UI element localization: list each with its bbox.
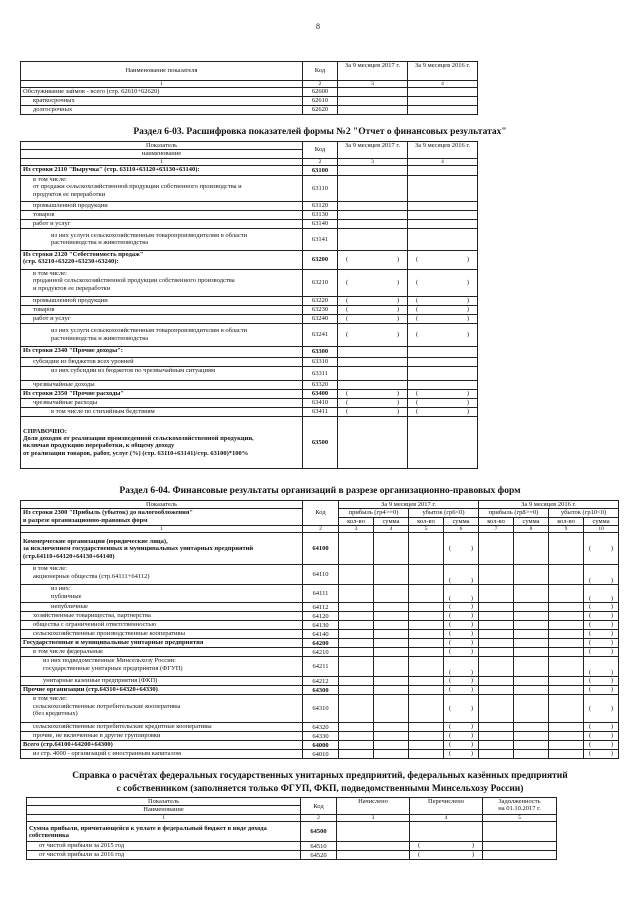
bracket: ): [610, 603, 614, 611]
column-numbers: 1 2 3 4 5 6 7 8 9 10: [21, 526, 619, 533]
bracket: ): [396, 305, 399, 313]
bracket: ): [610, 594, 614, 602]
table-row: прочие, не включенные в другие группировки 64330 ( ) ( ): [21, 732, 619, 741]
table-row: из стр. 4000 - организаций с иностранным капиталом 64010 ( ) ( ): [21, 750, 619, 759]
bracket: ): [610, 705, 614, 713]
table-row: из них: публичные 64111 ( ) ( ): [21, 585, 619, 603]
bracket: ): [610, 639, 614, 647]
bracket: (: [589, 621, 592, 629]
table-row: Из строки 2120 "Себестоимость продаж" (стр. 63210+63220+63230+63240): 63200 ( ) ( ): [21, 250, 478, 269]
table-row: Всего (стр.64100+64200+64300) 64000 ( ) ( ): [21, 741, 619, 750]
bracket: ): [470, 723, 474, 731]
bracket: (: [416, 305, 419, 313]
bracket: ): [396, 314, 399, 322]
table-row: промышленной продукции 63120: [21, 201, 478, 210]
header-name: Наименование показателя: [21, 62, 303, 81]
bracket: ): [610, 741, 614, 749]
bracket: ): [610, 732, 614, 740]
bracket: ): [470, 612, 474, 620]
table-row: чрезвычайные расходы 63410 ( ) ( ): [21, 398, 478, 407]
table-row: краткосрочных 62610: [21, 97, 478, 106]
bracket: (: [449, 723, 452, 731]
bracket: (: [449, 668, 452, 676]
bracket: ): [396, 407, 399, 415]
table-row: Государственные и муниципальные унитарные предприятия 64200 ( ) ( ): [21, 639, 619, 648]
table-row: субсидии из бюджетов всех уровней 63310: [21, 357, 478, 366]
bracket: (: [449, 686, 452, 694]
header-code: Код: [303, 501, 339, 526]
header-accrued: Начислено: [337, 798, 410, 815]
bracket: ): [470, 576, 474, 584]
bracket: ): [470, 750, 474, 758]
header-name: Наименование: [27, 806, 301, 815]
bracket: (: [589, 576, 592, 584]
bracket: (: [589, 741, 592, 749]
bracket: (: [416, 398, 419, 406]
bracket: ): [610, 750, 614, 758]
bracket: ): [466, 279, 469, 287]
bracket: ): [466, 331, 469, 339]
section-604-title: Раздел 6-04. Финансовые результаты организаций в разрезе организационно-правовых форм: [119, 486, 521, 496]
bracket: (: [449, 594, 452, 602]
header-debt: Задолженность на 01.10.2017 г.: [483, 798, 557, 815]
bracket: (: [449, 639, 452, 647]
bracket: ): [610, 668, 614, 676]
bracket: ): [610, 576, 614, 584]
bracket: (: [346, 331, 349, 339]
bracket: ): [610, 677, 614, 685]
section-603-table: [20, 141, 478, 469]
header-code: Код: [301, 798, 337, 815]
bracket: ): [610, 686, 614, 694]
bracket: ): [396, 279, 399, 287]
table-row: Из строки 2340 "Прочие доходы": 63300: [21, 346, 478, 357]
bracket: ): [470, 732, 474, 740]
header-loss-2016: убыток (гр10<0): [549, 509, 619, 517]
bracket: ): [466, 305, 469, 313]
bracket: (: [416, 279, 419, 287]
bracket: (: [346, 279, 349, 287]
bracket: ): [466, 398, 469, 406]
bracket: ): [610, 545, 614, 553]
table-row: Из строки 2110 "Выручка" (стр. 63110+63120+63130+63140): 63100: [21, 165, 478, 175]
table-row: товаров 63230 ( ) ( ): [21, 305, 478, 314]
bracket: (: [589, 732, 592, 740]
bracket: (: [416, 407, 419, 415]
page-number: 8: [316, 22, 320, 31]
bracket: (: [449, 576, 452, 584]
loan-servicing-table: [20, 61, 478, 115]
bracket: (: [589, 612, 592, 620]
table-row: в том числе: от продажи сельскохозяйственной продукции собственного производства и продуктов ее переработки 63110: [21, 175, 478, 201]
bracket: ): [610, 648, 614, 656]
bracket: (: [589, 603, 592, 611]
bracket: ): [466, 296, 469, 304]
table-row: работ и услуг 63140: [21, 219, 478, 228]
header-2016: За 9 месяцев 2016 г.: [408, 62, 478, 81]
bracket: (: [589, 648, 592, 656]
bracket: ): [396, 389, 399, 397]
bracket: (: [589, 750, 592, 758]
header-period-2016: За 9 месяцев 2016 г.: [479, 501, 619, 509]
bracket: ): [471, 851, 474, 859]
bracket: (: [589, 686, 592, 694]
bracket: ): [466, 389, 469, 397]
header-code: Код: [303, 142, 338, 159]
bracket: (: [589, 677, 592, 685]
bracket: ): [610, 723, 614, 731]
bracket: (: [416, 389, 419, 397]
bracket: ): [470, 621, 474, 629]
bracket: ): [396, 398, 399, 406]
table-row: унитарные казенные предприятия (ФКП) 64212 ( ) ( ): [21, 677, 619, 686]
bracket: ): [610, 612, 614, 620]
header-code: Код: [303, 62, 338, 81]
table-row: сельскохозяйственные потребительские кредитные кооперативы 64320 ( ) ( ): [21, 723, 619, 732]
table-row: от чистой прибыли за 2015 год 64510 ( ): [27, 842, 557, 851]
bracket: (: [449, 750, 452, 758]
bracket: ): [470, 705, 474, 713]
table-row: СПРАВОЧНО: Доля доходов от реализации произведенной сельскохозяйственной продукции, включая продукцию переработки, к общему доходу от реализации товаров, работ, услуг (%) (стр. 63110+63141)/стр. 63100)*100% 63500: [21, 416, 478, 468]
header-indicator: Показатель: [27, 798, 301, 806]
bracket: ): [396, 331, 399, 339]
bracket: (: [449, 732, 452, 740]
table-row: Из строки 2350 "Прочие расходы" 63400 ( ) ( ): [21, 389, 478, 398]
bracket: ): [470, 741, 474, 749]
table-row: из них услуги сельскохозяйственным товаропроизводителям в области растениеводства и животноводства 63141: [21, 228, 478, 250]
section-604-table: Показатель Код За 9 месяцев 2017 г. За 9 месяцев 2016 г. Из строки 2300 "Прибыль (убыток) до налогообложения" в разрезе организационно-правовых форм прибыль (гр4>=0) убыток (гр6<0) прибыль (гр8>=0) убыток (гр10<0) кол-во сумма кол-во сумма кол-во сумма кол-во сумма 1 2 3 4 5 6 7 8 9 10 Коммерческие организации (юридические лица), за исключением государственных и муниципальных унитарных предприятий (стр.64110+64120+64130+64140) 64100 ( ) ( ) в том числе: акционерные общества (стр.64111+64112) 64110 ( ) ( ) из них: публичные 64111 ( ) ( ) непубличные 64112 ( ) ( ) хозяйственные товарищества, партнерства 64120 ( ) ( ) общества с ограниченной ответственностью 64130 ( ) ( ) сельскохозяйственные производственные кооперативы 64140 ( ) ( ) Государственные и муниципальные унитарные предприятия 64200 ( ) ( ) в том числе федеральные 64210 ( ) ( ) из них подведомственные Минсельхозу России: государственные унитарные предприятия (ФГУП) 64211 ( ) ( ) унитарные казенные предприятия (ФКП) 64212 ( ) ( ) Прочие организации (стр.64310+64320+64330) 64300 ( ) ( ) в том числе: сельскохозяйственные потребительские кооперативы (без кредитных) 64310 ( ) ( ) сельскохозяйственные потребительские кредитные кооперативы 64320 ( ) ( ) прочие, не включенные в другие группировки 64330 ( ) ( ) Всего (стр.64100+64200+64300) 64000 ( ) ( ) из стр. 4000 - организаций с иностранным капиталом 64010 ( ) ( ): [20, 500, 619, 759]
table-row: в том числе федеральные 64210 ( ) ( ): [21, 648, 619, 657]
header-transferred: Перечислено: [410, 798, 483, 815]
table-row: в том числе по стихийным бедствиям 63411 ( ) ( ): [21, 407, 478, 416]
table-row: в том числе: проданной сельскохозяйственной продукции собственного производства и продуктов ее переработки 63210 ( ) ( ): [21, 269, 478, 296]
bracket: ): [470, 668, 474, 676]
bracket: ): [471, 842, 474, 850]
section-605-title-line2: с собственником (заполняется только ФГУП, ФКП, подведомственными Минсельхозу России): [116, 784, 524, 794]
table-row: из них подведомственные Минсельхозу России: государственные унитарные предприятия (ФГУП) 64211 ( ) ( ): [21, 657, 619, 677]
bracket: ): [470, 545, 474, 553]
header-indicator: Показатель: [21, 501, 303, 509]
table-row: хозяйственные товарищества, партнерства 64120 ( ) ( ): [21, 612, 619, 621]
bracket: (: [449, 741, 452, 749]
bracket: (: [416, 314, 419, 322]
table-row: Сумма прибыли, причитающейся к уплате в федеральный бюджет в виде дохода собственника 64500: [27, 822, 557, 842]
bracket: (: [346, 296, 349, 304]
bracket: ): [470, 677, 474, 685]
table-row: сельскохозяйственные производственные кооперативы 64140 ( ) ( ): [21, 630, 619, 639]
bracket: ): [466, 314, 469, 322]
bracket: (: [589, 639, 592, 647]
bracket: (: [346, 407, 349, 415]
bracket: (: [449, 630, 452, 638]
table-row: Обслуживание займов - всего (стр. 62610+62620) 62600: [21, 88, 478, 97]
bracket: (: [589, 594, 592, 602]
table-row: в том числе: акционерные общества (стр.64111+64112) 64110 ( ) ( ): [21, 565, 619, 585]
table-row: товаров 63130: [21, 210, 478, 219]
bracket: (: [416, 256, 419, 264]
bracket: (: [449, 677, 452, 685]
bracket: (: [589, 630, 592, 638]
bracket: ): [470, 630, 474, 638]
header-profit-2016: прибыль (гр8>=0): [479, 509, 549, 517]
table-row: общества с ограниченной ответственностью 64130 ( ) ( ): [21, 621, 619, 630]
bracket: ): [466, 407, 469, 415]
bracket: ): [610, 621, 614, 629]
header-2017: За 9 месяцев 2017 г.: [338, 62, 408, 81]
bracket: ): [466, 256, 469, 264]
bracket: ): [470, 686, 474, 694]
header-indicator: Показатель: [21, 142, 303, 150]
header-name: наименование: [21, 150, 303, 158]
table-row: промышленной продукции 63220 ( ) ( ): [21, 296, 478, 305]
table-row: из них услуги сельскохозяйственным товаропроизводителям в области растениеводства и животноводства 63241 ( ) ( ): [21, 323, 478, 346]
bracket: (: [449, 612, 452, 620]
header-2017: За 9 месяцев 2017 г.: [338, 142, 408, 159]
bracket: (: [449, 603, 452, 611]
section-605-title-line1: Справка о расчётах федеральных государственных унитарных предприятий, федеральных казённых предприятий: [72, 771, 568, 781]
header-loss-2017: убыток (гр6<0): [409, 509, 479, 517]
table-row: непубличные 64112 ( ) ( ): [21, 603, 619, 612]
bracket: (: [449, 545, 452, 553]
table-row: долгосрочных 62620: [21, 106, 478, 115]
bracket: ): [470, 594, 474, 602]
header-2016: За 9 месяцев 2016 г.: [408, 142, 478, 159]
bracket: ): [470, 639, 474, 647]
table-row: из них субсидии из бюджетов по чрезвычайным ситуациям 63311: [21, 366, 478, 380]
bracket: (: [346, 398, 349, 406]
bracket: ): [396, 256, 399, 264]
bracket: (: [589, 705, 592, 713]
bracket: (: [346, 314, 349, 322]
header-profit-2017: прибыль (гр4>=0): [339, 509, 409, 517]
bracket: (: [416, 296, 419, 304]
bracket: ): [610, 630, 614, 638]
table-row: Прочие организации (стр.64310+64320+64330) 64300 ( ) ( ): [21, 686, 619, 695]
bracket: (: [346, 389, 349, 397]
table-row: чрезвычайные доходы 63320: [21, 380, 478, 389]
bracket: (: [589, 668, 592, 676]
column-numbers: 1 2 3 4: [21, 158, 478, 165]
table-row: в том числе: сельскохозяйственные потребительские кооперативы (без кредитных) 64310 ( ) ( ): [21, 695, 619, 723]
bracket: ): [470, 603, 474, 611]
bracket: (: [449, 648, 452, 656]
bracket: (: [589, 723, 592, 731]
bracket: ): [396, 296, 399, 304]
section-605-table: [26, 797, 557, 860]
column-numbers: 1 2 3 4 5: [27, 815, 557, 822]
bracket: (: [449, 621, 452, 629]
bracket: (: [449, 705, 452, 713]
table-row: Коммерческие организации (юридические лица), за исключением государственных и муниципальных унитарных предприятий (стр.64110+64120+64130+64140) 64100 ( ) ( ): [21, 533, 619, 565]
bracket: (: [589, 545, 592, 553]
bracket: (: [418, 851, 421, 859]
bracket: (: [346, 305, 349, 313]
table-row: работ и услуг 63240 ( ) ( ): [21, 314, 478, 323]
bracket: (: [416, 331, 419, 339]
section-603-title: Раздел 6-03. Расшифровка показателей формы №2 "Отчет о финансовых результатах": [133, 127, 507, 137]
header-period-2017: За 9 месяцев 2017 г.: [339, 501, 479, 509]
bracket: (: [346, 256, 349, 264]
bracket: (: [418, 842, 421, 850]
column-numbers: 1 2 3 4: [21, 81, 478, 88]
bracket: ): [470, 648, 474, 656]
table-row: от чистой прибыли за 2016 год 64520 ( ): [27, 851, 557, 860]
